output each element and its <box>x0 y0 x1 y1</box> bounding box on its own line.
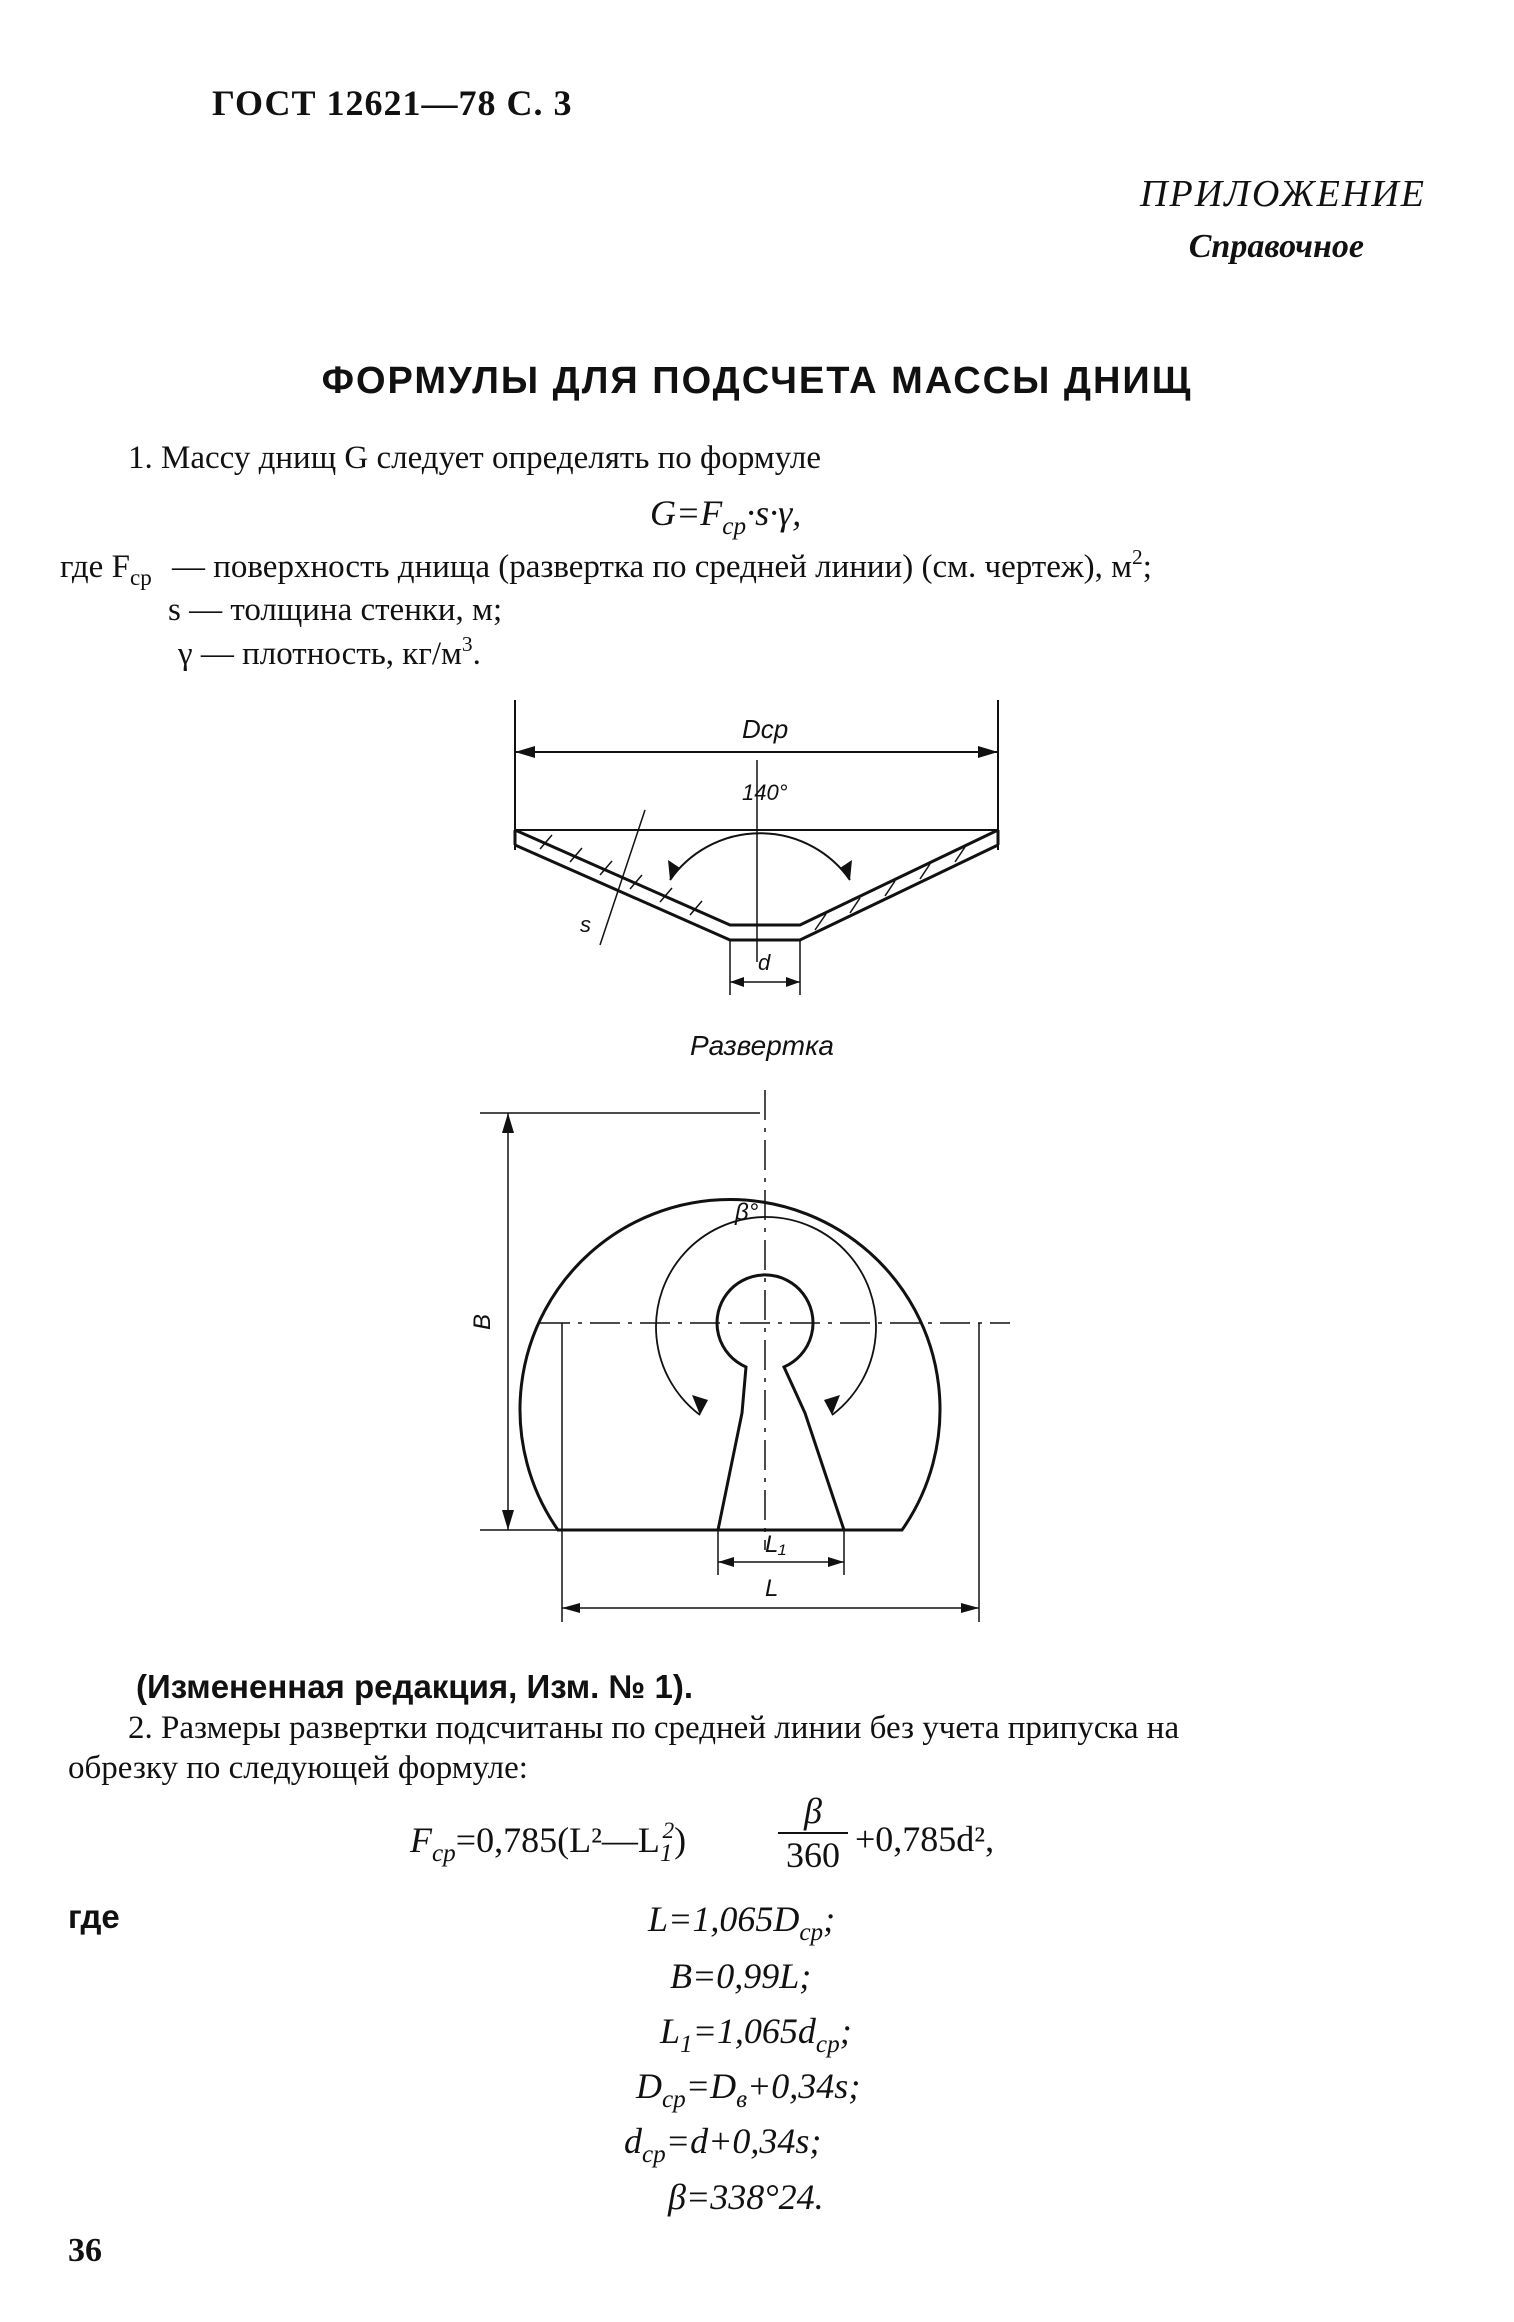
beta-label: β° <box>735 1199 759 1226</box>
section2-line1: 2. Размеры развертки подсчитаны по средней линии без учета припуска на <box>128 1710 1180 1746</box>
revision-note: (Измененная редакция, Изм. № 1). <box>136 1668 693 1705</box>
eq-l: $L=1,065D_{ср}$; <box>648 1899 836 1946</box>
formula-fraction <box>778 1790 848 1876</box>
section1-def-area: где $F_{ср}$ — поверхность днища (развертка по средней линии) (см. чертеж), $м^2$; <box>60 545 1152 590</box>
development-caption: Развертка <box>690 1030 834 1061</box>
eq-dcp-small: $d_{ср}=d+0,34s$; <box>624 2121 822 2168</box>
section1-def-density: γ — плотность, $кг/м^3$. <box>178 632 481 672</box>
standard-reference: ГОСТ 12621—78 С. 3 <box>212 83 573 123</box>
development-drawing <box>460 1090 1020 1630</box>
dim-dcp-label: Dср <box>742 714 789 744</box>
page-title: ФОРМУЛЫ ДЛЯ ПОДСЧЕТА МАССЫ ДНИЩ <box>321 360 1193 402</box>
angle-140-label: 140° <box>742 780 788 805</box>
head-section-drawing <box>480 700 1040 1000</box>
section1-formula: $G=F_{ср}\cdot s\cdot\gamma$, <box>650 493 802 540</box>
dim-l1-label: L₁ <box>765 1531 786 1558</box>
main-formula: $F_{ср}=0,785(L^2—L_1^2)$ <box>410 1818 687 1867</box>
thickness-label: s <box>580 912 591 937</box>
appendix-label: ПРИЛОЖЕНИЕ <box>1140 173 1426 215</box>
dim-d-label: d <box>758 950 771 975</box>
section1-def-thickness: s — толщина стенки, м; <box>168 592 503 628</box>
formula-tail: +0,785d², <box>855 1819 995 1859</box>
section1-intro: 1. Массу днищ G следует определять по формуле <box>128 440 821 476</box>
eq-beta: β=338°24. <box>668 2177 824 2217</box>
eq-b: B=0,99L; <box>670 1956 812 1996</box>
where-label: где <box>68 1898 120 1935</box>
eq-dcp: $D_{ср}=D_в+0,34s$; <box>636 2066 861 2113</box>
page-number: 36 <box>68 2232 102 2269</box>
fraction-denominator: 360 <box>778 1832 848 1876</box>
appendix-type: Справочное <box>1188 228 1364 265</box>
eq-l1: $L_1=1,065d_{ср}$; <box>660 2011 852 2058</box>
fraction-numerator: β <box>804 1791 822 1831</box>
section2-line2: обрезку по следующей формуле: <box>68 1750 528 1786</box>
dim-l-label: L <box>765 1575 779 1602</box>
dim-b-label: B <box>469 1313 496 1330</box>
